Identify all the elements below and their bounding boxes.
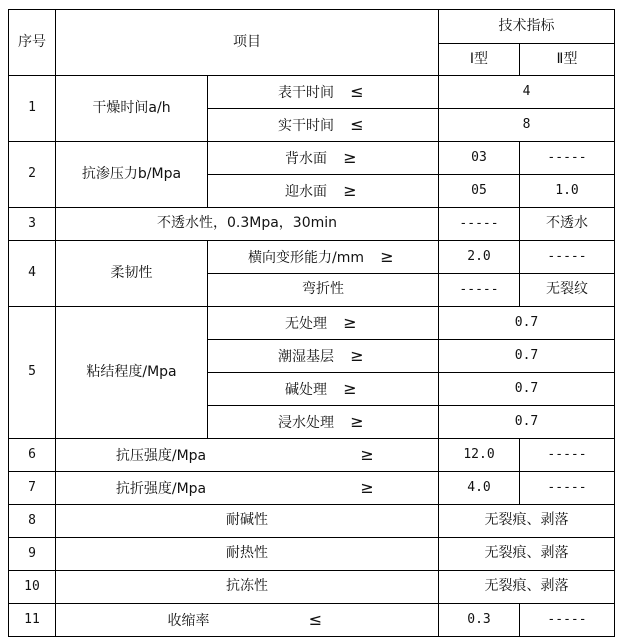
- sub-item-label: 弯折性: [302, 281, 344, 298]
- value-cell: 无裂痕、剥落: [439, 571, 615, 604]
- row-item-name: 抗冻性: [56, 571, 439, 604]
- sub-item-label: 迎水面: [285, 183, 327, 200]
- type1-value: 4.0: [439, 472, 520, 505]
- table-row: [9, 439, 615, 472]
- row-item-name: 柔韧性: [56, 241, 208, 307]
- sub-item-cell: [208, 175, 439, 208]
- sub-item-cell: [208, 142, 439, 175]
- row-number: 11: [9, 604, 56, 637]
- row-number: 9: [9, 538, 56, 571]
- row-number: 1: [9, 76, 56, 142]
- type1-value: 05: [439, 175, 520, 208]
- row-number: 10: [9, 571, 56, 604]
- item-with-symbol-cell: [56, 604, 439, 637]
- type2-value: -----: [520, 241, 615, 274]
- type2-value: -----: [520, 472, 615, 505]
- value-cell: 0.7: [439, 373, 615, 406]
- sub-item-label: 表干时间: [278, 84, 334, 101]
- greater-equal-symbol: ≥: [343, 378, 357, 398]
- table-row: [9, 142, 615, 175]
- sub-item-cell: [208, 340, 439, 373]
- type1-value: 2.0: [439, 241, 520, 274]
- value-cell: 无裂痕、剥落: [439, 538, 615, 571]
- table-row: [9, 472, 615, 505]
- sub-item-cell: [208, 373, 439, 406]
- type1-value: -----: [439, 274, 520, 307]
- row-item-name: 不透水性，0.3Mpa，30min: [56, 208, 439, 241]
- greater-equal-symbol: ≥: [343, 180, 357, 200]
- value-cell: 0.7: [439, 307, 615, 340]
- value-cell: 8: [439, 109, 615, 142]
- row-number: 7: [9, 472, 56, 505]
- value-cell: 0.7: [439, 406, 615, 439]
- table-row: [9, 571, 615, 604]
- item-with-symbol-cell: [56, 439, 439, 472]
- sub-item-label: 碱处理: [285, 381, 327, 398]
- sub-item-cell: [208, 241, 439, 274]
- row-item-name: 耐热性: [56, 538, 439, 571]
- row-item-name: 抗渗压力b/Mpa: [56, 142, 208, 208]
- table-row: [9, 76, 615, 109]
- less-equal-symbol: ≤: [350, 114, 364, 134]
- sub-item-label: 实干时间: [278, 117, 334, 134]
- row-item-name: 抗压强度/Mpa: [115, 447, 207, 464]
- sub-item-label: 背水面: [285, 150, 327, 167]
- table-row: [9, 208, 615, 241]
- type1-value: 12.0: [439, 439, 520, 472]
- type2-value: -----: [520, 142, 615, 175]
- row-item-name: 收缩率: [167, 612, 210, 629]
- type2-value: -----: [520, 604, 615, 637]
- row-item-name: 粘结程度/Mpa: [56, 307, 208, 439]
- greater-equal-symbol: ≥: [380, 246, 394, 266]
- table-row: [9, 538, 615, 571]
- type1-value: 03: [439, 142, 520, 175]
- greater-equal-symbol: ≥: [343, 312, 357, 332]
- greater-equal-symbol: ≥: [360, 444, 374, 464]
- sub-item-cell: [208, 109, 439, 142]
- sub-item-label: 横向变形能力/mm: [248, 249, 364, 266]
- row-number: 8: [9, 505, 56, 538]
- sub-item-label: 浸水处理: [278, 414, 334, 431]
- greater-equal-symbol: ≥: [360, 477, 374, 497]
- less-equal-symbol: ≤: [308, 609, 323, 629]
- value-cell: 无裂痕、剥落: [439, 505, 615, 538]
- sub-item-label: 潮湿基层: [278, 348, 334, 365]
- sub-item-cell: [208, 274, 439, 307]
- header-item: 项目: [56, 10, 439, 76]
- technical-spec-table: [8, 9, 615, 637]
- less-equal-symbol: ≤: [350, 81, 364, 101]
- sub-item-cell: [208, 307, 439, 340]
- type2-value: 1.0: [520, 175, 615, 208]
- row-item-name: 抗折强度/Mpa: [115, 480, 207, 497]
- table-row: [9, 307, 615, 340]
- type2-value: 不透水: [520, 208, 615, 241]
- type2-value: -----: [520, 439, 615, 472]
- sub-item-cell: [208, 76, 439, 109]
- table-row: [9, 604, 615, 637]
- sub-item-label: 无处理: [285, 315, 327, 332]
- greater-equal-symbol: ≥: [350, 411, 364, 431]
- row-item-name: 干燥时间a/h: [56, 76, 208, 142]
- table-row: [9, 505, 615, 538]
- type1-value: -----: [439, 208, 520, 241]
- type2-value: 无裂纹: [520, 274, 615, 307]
- sub-item-cell: [208, 406, 439, 439]
- row-number: 5: [9, 307, 56, 439]
- value-cell: 4: [439, 76, 615, 109]
- header-tech-index: 技术指标: [439, 10, 615, 44]
- greater-equal-symbol: ≥: [350, 345, 364, 365]
- row-item-name: 耐碱性: [56, 505, 439, 538]
- row-number: 6: [9, 439, 56, 472]
- row-number: 2: [9, 142, 56, 208]
- row-number: 3: [9, 208, 56, 241]
- header-type-1: Ⅰ型: [439, 44, 520, 76]
- type1-value: 0.3: [439, 604, 520, 637]
- greater-equal-symbol: ≥: [343, 147, 357, 167]
- row-number: 4: [9, 241, 56, 307]
- table-row: [9, 241, 615, 274]
- value-cell: 0.7: [439, 340, 615, 373]
- item-with-symbol-cell: [56, 472, 439, 505]
- header-seq: 序号: [9, 10, 56, 76]
- header-type-2: Ⅱ型: [520, 44, 615, 76]
